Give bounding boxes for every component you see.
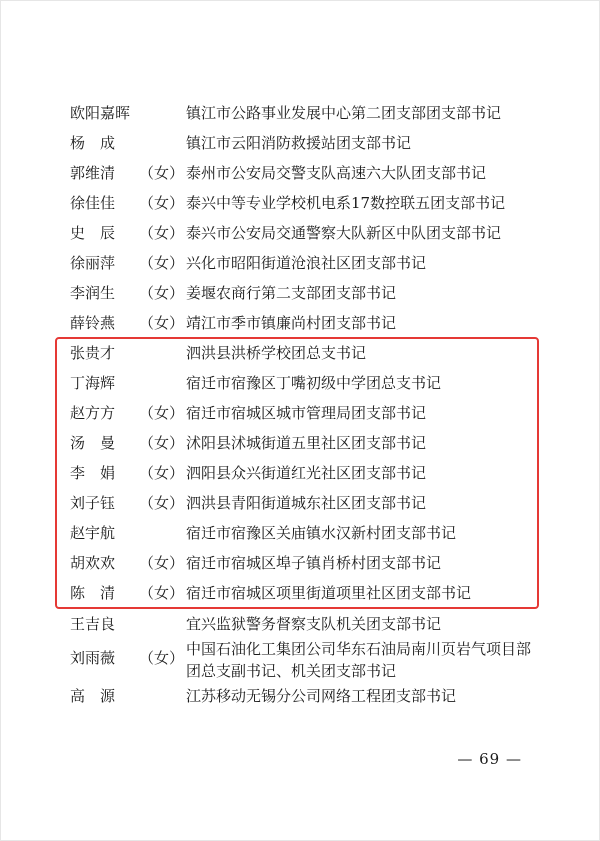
member-name: 陈 清 [70, 584, 116, 602]
member-organization: 兴化市昭阳街道沧浪社区团支部书记 [186, 254, 427, 272]
member-name: 徐丽萍 [70, 254, 116, 272]
highlight-box [55, 337, 539, 609]
member-name: 胡欢欢 [70, 554, 116, 572]
member-name: 刘子钰 [70, 494, 116, 512]
page-number: — 69 — [457, 750, 522, 768]
member-name: 李 娟 [70, 464, 116, 482]
member-organization: 镇江市公路事业发展中心第二团支部团支部书记 [186, 104, 502, 122]
member-gender: （女） [139, 554, 185, 572]
member-organization: 泗洪县青阳街道城东社区团支部书记 [186, 494, 427, 512]
member-gender: （女） [139, 314, 185, 332]
member-organization: 江苏移动无锡分公司网络工程团支部书记 [186, 687, 457, 705]
member-gender: （女） [139, 494, 185, 512]
member-gender: （女） [139, 434, 185, 452]
member-name: 王吉良 [70, 615, 116, 633]
member-gender: （女） [139, 404, 185, 422]
member-gender: （女） [139, 284, 185, 302]
member-gender: （女） [139, 649, 185, 667]
member-name: 赵方方 [70, 404, 116, 422]
member-organization: 宿迁市宿豫区丁嘴初级中学团总支书记 [186, 374, 442, 392]
member-organization: 泗阳县众兴街道红光社区团支部书记 [186, 464, 427, 482]
member-name: 张贵才 [70, 344, 116, 362]
member-organization: 宜兴监狱警务督察支队机关团支部书记 [186, 615, 442, 633]
member-name: 丁海辉 [70, 374, 116, 392]
member-gender: （女） [139, 584, 185, 602]
member-name: 李润生 [70, 284, 116, 302]
member-organization: 宿迁市宿城区埠子镇肖桥村团支部书记 [186, 554, 442, 572]
member-name: 郭维清 [70, 164, 116, 182]
member-organization: 泰兴市公安局交通警察大队新区中队团支部书记 [186, 224, 502, 242]
member-organization: 镇江市云阳消防救援站团支部书记 [186, 134, 412, 152]
member-gender: （女） [139, 164, 185, 182]
member-name: 欧阳嘉晖 [70, 104, 131, 122]
member-organization: 姜堰农商行第二支部团支部书记 [186, 284, 397, 302]
member-organization: 宿迁市宿城区城市管理局团支部书记 [186, 404, 427, 422]
member-organization: 靖江市季市镇廉尚村团支部书记 [186, 314, 397, 332]
member-organization: 泰兴中等专业学校机电系17数控联五团支部书记 [186, 194, 506, 212]
member-name: 杨 成 [70, 134, 116, 152]
member-organization: 宿迁市宿城区项里街道项里社区团支部书记 [186, 584, 472, 602]
member-organization: 沭阳县沭城街道五里社区团支部书记 [186, 434, 427, 452]
member-organization: 宿迁市宿豫区关庙镇水汉新村团支部书记 [186, 524, 457, 542]
member-name: 赵宇航 [70, 524, 116, 542]
member-name: 薛铃燕 [70, 314, 116, 332]
member-name: 刘雨薇 [70, 649, 116, 667]
member-name: 徐佳佳 [70, 194, 116, 212]
member-name: 汤 曼 [70, 434, 116, 452]
member-organization: 泗洪县洪桥学校团总支书记 [186, 344, 367, 362]
member-name: 史 辰 [70, 224, 116, 242]
member-gender: （女） [139, 464, 185, 482]
member-organization: 中国石油化工集团公司华东石油局南川页岩气项目部团总支副书记、机关团支部书记 [186, 640, 532, 680]
member-name: 高 源 [70, 687, 116, 705]
member-gender: （女） [139, 194, 185, 212]
member-organization: 泰州市公安局交警支队高速六大队团支部书记 [186, 164, 487, 182]
member-gender: （女） [139, 254, 185, 272]
member-gender: （女） [139, 224, 185, 242]
